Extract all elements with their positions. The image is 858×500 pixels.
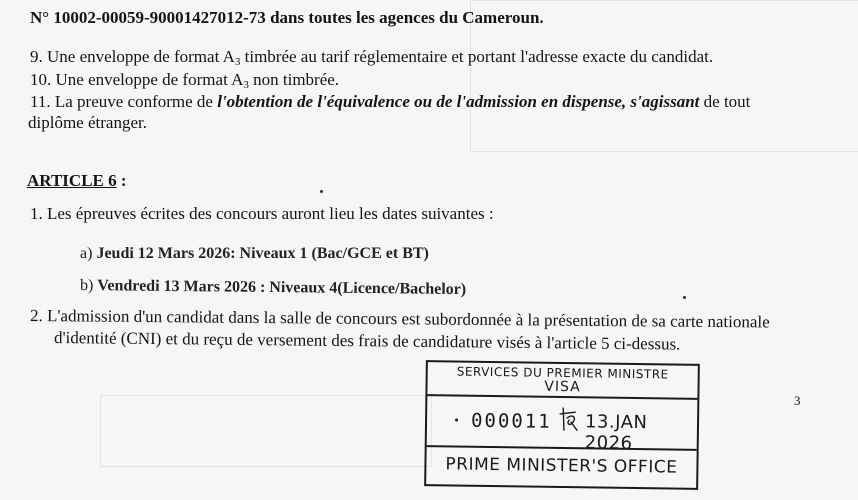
- item9-text-end: timbrée au tarif réglementaire et portant l'adresse exacte du candidat.: [240, 47, 714, 66]
- article-heading-colon: :: [116, 171, 127, 190]
- stamp-office: SERVICES DU PREMIER MINISTRE: [456, 364, 669, 382]
- account-suffix: dans toutes les agences du Cameroun.: [265, 8, 544, 27]
- stamp-header: [427, 362, 697, 400]
- show-through-table-lower: [100, 395, 432, 467]
- exam-date-a-text: Jeudi 12 Mars 2026: Niveaux 1 (Bac/GCE et BT): [96, 245, 429, 262]
- item11-text-start: 11. La preuve conforme de: [30, 92, 218, 111]
- stamp-visa: VISA: [544, 378, 581, 396]
- article-point-2-line1: 2. L'admission d'un candidat dans la salle de concours est subordonnée à la présentation de sa carte nationale: [29, 306, 770, 332]
- item11-emphasis: l'obtention de l'équivalence ou de l'admission en dispense, s'agissant: [217, 92, 700, 111]
- article-point-2-line2: d'identité (CNI) et du reçu de versement des frais de candidature visés à l'article 5 ci-dessus.: [53, 328, 681, 354]
- stamp-registration: [427, 396, 698, 454]
- article-heading: [27, 171, 127, 191]
- account-number-line: [30, 8, 544, 28]
- exam-date-a: [80, 244, 429, 264]
- visa-stamp: [424, 360, 700, 490]
- list-item-11: [30, 92, 750, 112]
- stamp-number: 000011: [470, 409, 552, 433]
- stamp-date: 13.JAN 2026: [584, 411, 648, 454]
- list-item-11-continuation: diplôme étranger.: [28, 113, 147, 132]
- article-point-1: 1. Les épreuves écrites des concours auront lieu les dates suivantes :: [30, 204, 494, 223]
- stamp-dot: [455, 419, 458, 422]
- item11-text-end: de tout: [699, 92, 751, 111]
- item9-text-start: 9. Une enveloppe de format A: [30, 47, 235, 66]
- exam-date-b-label: b): [79, 277, 98, 295]
- item10-text-start: 10. Une enveloppe de format A: [30, 70, 244, 89]
- page-number: 3: [794, 393, 801, 408]
- account-number: N° 10002-00059-90001427012-73: [30, 8, 266, 27]
- list-item-9: [30, 47, 713, 72]
- exam-date-a-label: a): [80, 245, 97, 262]
- ink-speck: [683, 296, 686, 299]
- exam-date-b: [80, 276, 466, 300]
- exam-date-b-text: Vendredi 13 Mars 2026 : Niveaux 4(Licence/Bachelor): [97, 277, 467, 299]
- stamp-initials-signature: [557, 404, 581, 434]
- item10-subscript: 3: [243, 79, 249, 91]
- item9-subscript: 3: [234, 56, 241, 68]
- ink-speck: [320, 190, 323, 193]
- stamp-footer: PRIME MINISTER'S OFFICE: [445, 454, 678, 478]
- article-heading-title: ARTICLE 6: [27, 171, 117, 190]
- item10-text-end: non timbrée.: [248, 70, 340, 89]
